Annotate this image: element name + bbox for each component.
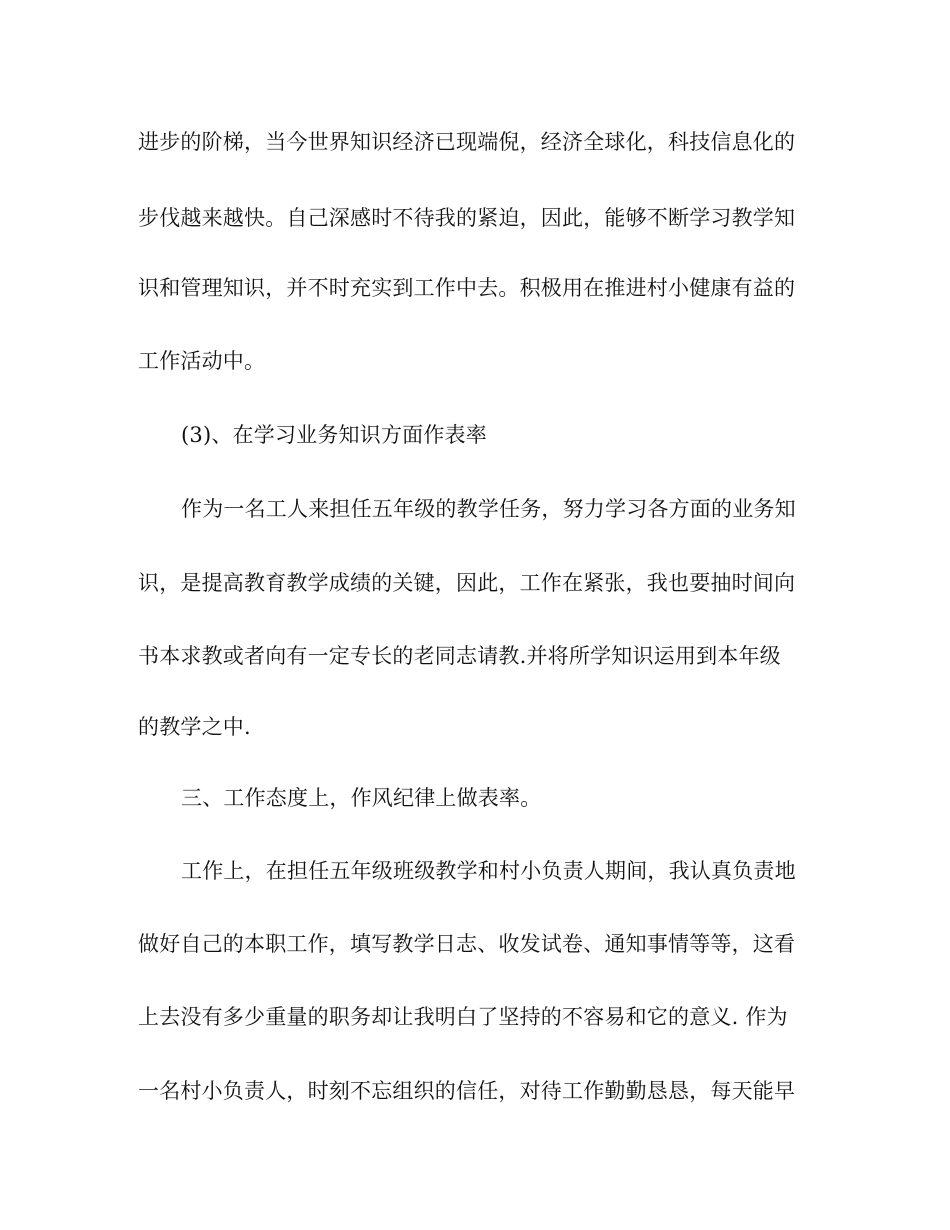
text-line: 做好自己的本职工作，填写教学日志、收发试卷、通知事情等等，这看 (138, 932, 796, 956)
text-line: 步伐越来越快。自己深感时不待我的紧迫，因此，能够不断学习教学知 (138, 206, 796, 230)
text-line: 识，是提高教育教学成绩的关键，因此，工作在紧张，我也要抽时间向 (138, 571, 796, 595)
section-heading: (3)、在学习业务知识方面作表率 (181, 423, 487, 447)
text-line: 作为一名工人来担任五年级的教学任务，努力学习各方面的业务知 (181, 497, 796, 521)
text-line: 工作活动中。 (138, 349, 266, 373)
section-heading: 三、工作态度上，作风纪律上做表率。 (181, 786, 542, 810)
text-line: 书本求教或者向有一定专长的老同志请教.并将所学知识运用到本年级 (138, 644, 781, 668)
text-line: 的教学之中. (138, 715, 251, 739)
text-line: 一名村小负责人，时刻不忘组织的信任，对待工作勤勤恳恳，每天能早 (138, 1079, 796, 1103)
text-line: 进步的阶梯，当今世界知识经济已现端倪，经济全球化，科技信息化的 (138, 130, 796, 154)
text-line: 工作上，在担任五年级班级教学和村小负责人期间，我认真负责地 (181, 859, 796, 883)
text-line: 上去没有多少重量的职务却让我明白了坚持的不容易和它的意义. 作为 (138, 1005, 788, 1029)
text-line: 识和管理知识，并不时充实到工作中去。积极用在推进村小健康有益的 (138, 276, 796, 300)
